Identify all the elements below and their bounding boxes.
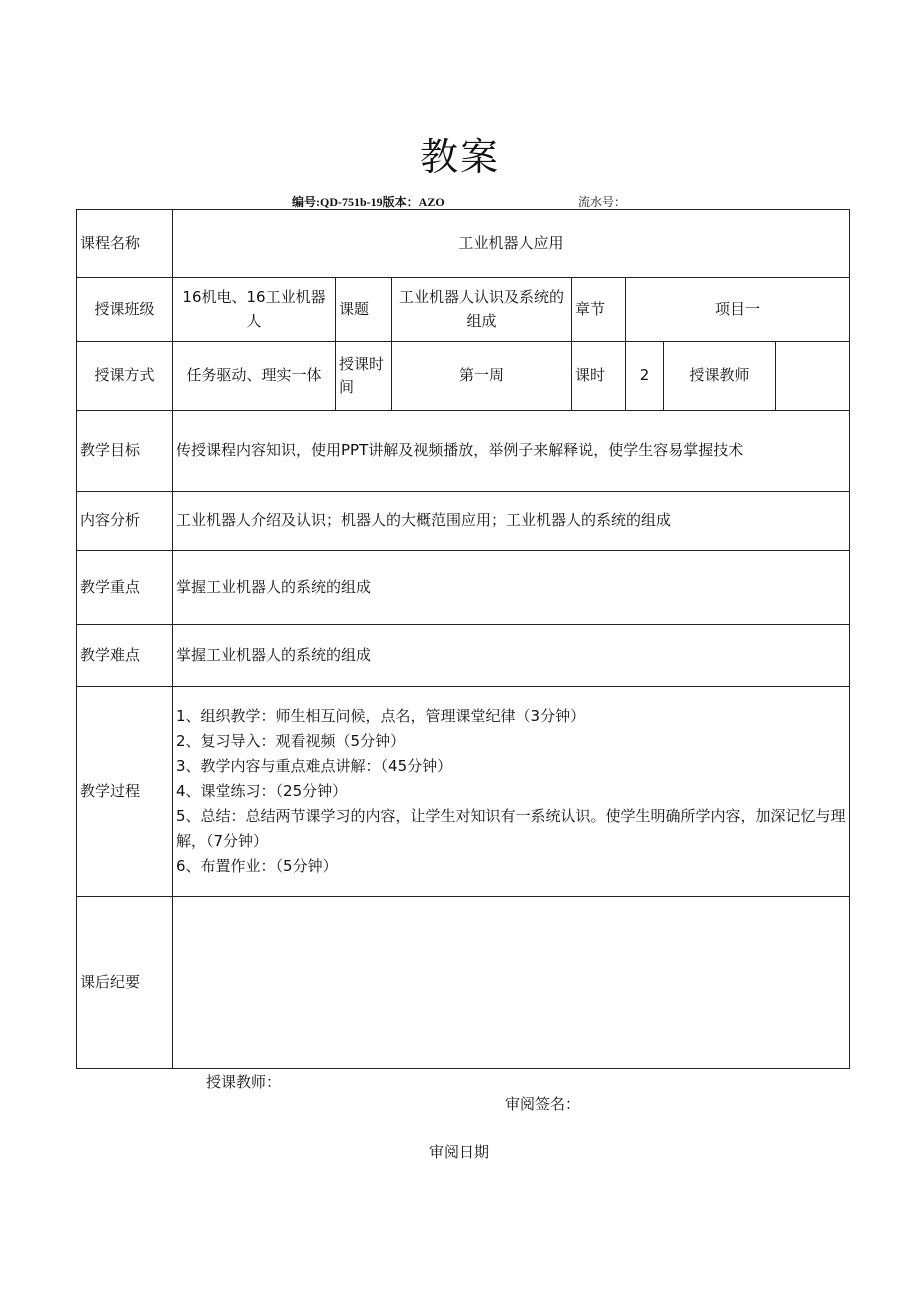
footer-review-signature: 审阅签名： — [505, 1095, 581, 1113]
teacher-label: 授课教师 — [664, 342, 776, 411]
analysis-label: 内容分析 — [77, 492, 173, 551]
notes-value — [173, 897, 850, 1069]
footer-teacher: 授课教师： — [206, 1073, 282, 1091]
process-item: 1、组织教学：师生相互问候，点名，管理课堂纪律（3分钟） — [176, 707, 586, 725]
process-list — [173, 687, 850, 897]
teacher-value — [776, 342, 850, 411]
process-item: 5、总结：总结两节课学习的内容，让学生对知识有一系统认识。使学生明确所学内容，加深记忆与理解，（7分钟） — [176, 807, 846, 850]
document-number: 编号:QD-751b-19版本：AZO — [292, 195, 445, 209]
process-item: 6、布置作业：（5分钟） — [176, 857, 338, 875]
serial-number-label: 流水号： — [578, 195, 627, 209]
key-point-label: 教学重点 — [77, 551, 173, 625]
chapter-label: 章节 — [572, 278, 626, 342]
method-label: 授课方式 — [77, 342, 173, 411]
notes-label: 课后纪要 — [77, 897, 173, 1069]
process-item: 4、课堂练习：（25分钟） — [176, 782, 348, 800]
process-label: 教学过程 — [77, 687, 173, 897]
difficulty-value: 掌握工业机器人的系统的组成 — [173, 625, 850, 687]
chapter-value: 项目一 — [626, 278, 850, 342]
topic-label: 课题 — [336, 278, 392, 342]
goal-label: 教学目标 — [77, 411, 173, 492]
course-name-value: 工业机器人应用 — [173, 210, 850, 278]
process-item: 2、复习导入：观看视频（5分钟） — [176, 732, 406, 750]
document-title: 教案 — [419, 135, 500, 179]
course-name-label: 课程名称 — [77, 210, 173, 278]
time-label: 授课时间 — [336, 342, 392, 411]
analysis-value: 工业机器人介绍及认识；机器人的大概范围应用；工业机器人的系统的组成 — [173, 492, 850, 551]
method-value: 任务驱动、理实一体 — [173, 342, 336, 411]
hours-label: 课时 — [572, 342, 626, 411]
hours-value: 2 — [626, 342, 664, 411]
difficulty-label: 教学难点 — [77, 625, 173, 687]
topic-value: 工业机器人认识及系统的组成 — [392, 278, 572, 342]
goal-value: 传授课程内容知识，使用PPT讲解及视频播放，举例子来解释说，使学生容易掌握技术 — [173, 411, 850, 492]
process-item: 3、教学内容与重点难点讲解：（45分钟） — [176, 757, 453, 775]
key-point-value: 掌握工业机器人的系统的组成 — [173, 551, 850, 625]
lesson-plan-table — [76, 209, 850, 1069]
footer-review-date: 审阅日期 — [429, 1143, 490, 1161]
class-value: 16机电、16工业机器人 — [173, 278, 336, 342]
class-label: 授课班级 — [77, 278, 173, 342]
time-value: 第一周 — [392, 342, 572, 411]
